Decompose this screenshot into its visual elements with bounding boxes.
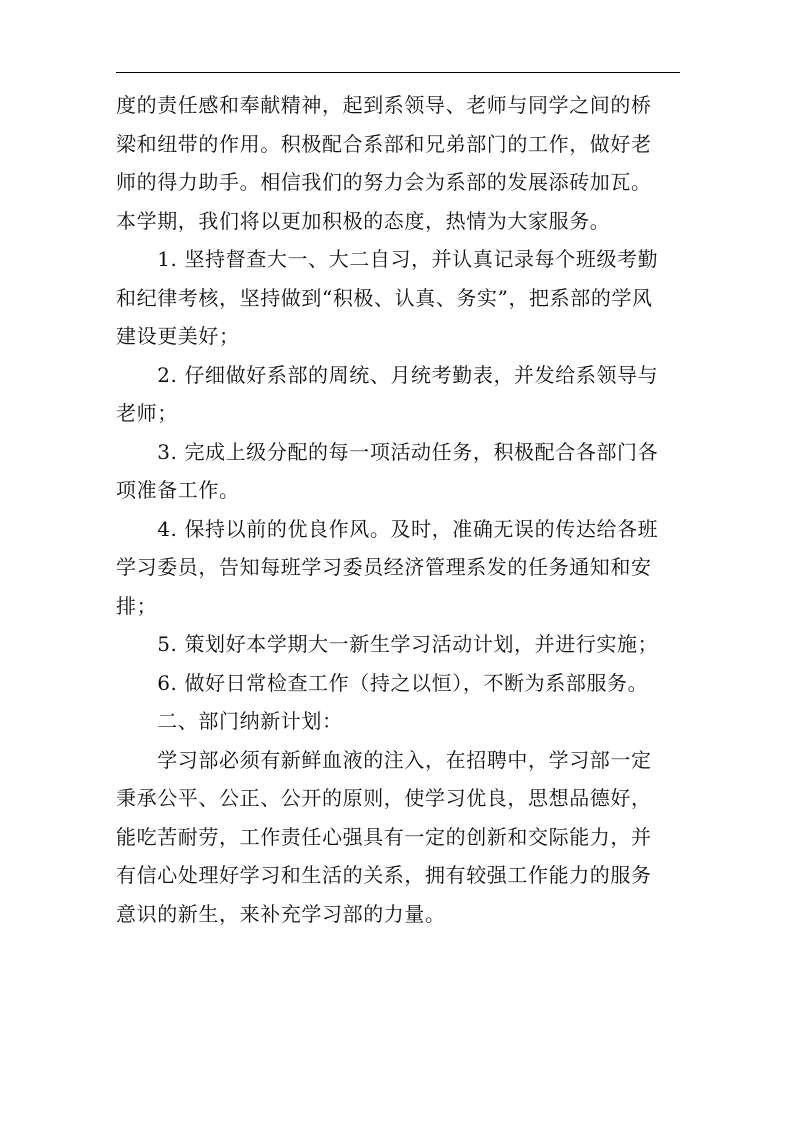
paragraph-recruitment: 学习部必须有新鲜血液的注入，在招聘中，学习部一定 秉承公平、公正、公开的原则，使学习优良，思想品德好， 能吃苦耐劳，工作责任心强具有一定的创新和交际能力，并 有信心处理好学习和生活的关系，拥有较强工作能力的服务 意识的新生，来补充学习部的力量。 bbox=[116, 747, 652, 926]
header-rule bbox=[116, 72, 680, 73]
list-item-2: 2. 仔细做好系部的周统、月统考勤表，并发给系领导与 老师； bbox=[116, 362, 659, 425]
list-item-3: 3. 完成上级分配的每一项活动任务，积极配合各部门各 项准备工作。 bbox=[116, 439, 659, 502]
section-heading: 二、部门纳新计划： bbox=[116, 709, 343, 733]
list-item-4: 4. 保持以前的优良作风。及时，准确无误的传达给各班 学习委员，告知每班学习委员经济管理系发的任务通知和安 排； bbox=[116, 516, 659, 618]
document-body bbox=[116, 86, 682, 933]
list-item-6: 6. 做好日常检查工作（持之以恒），不断为系部服务。 bbox=[116, 670, 649, 695]
paragraph-intro: 度的责任感和奉献精神，起到系领导、老师与同学之间的桥 梁和纽带的作用。积极配合系部和兄弟部门的工作，做好老 师的得力助手。相信我们的努力会为系部的发展添砖加瓦。 本学期，我们将以更加积极的态度，热情为大家服务。 bbox=[116, 93, 652, 233]
list-item-1: 1. 坚持督查大一、大二自习，并认真记录每个班级考勤 和纪律考核，坚持做到“积极、认真、务实”，把系部的学风 建设更美好； bbox=[116, 247, 659, 348]
list-item-5: 5. 策划好本学期大一新生学习活动计划，并进行实施； bbox=[116, 632, 659, 656]
